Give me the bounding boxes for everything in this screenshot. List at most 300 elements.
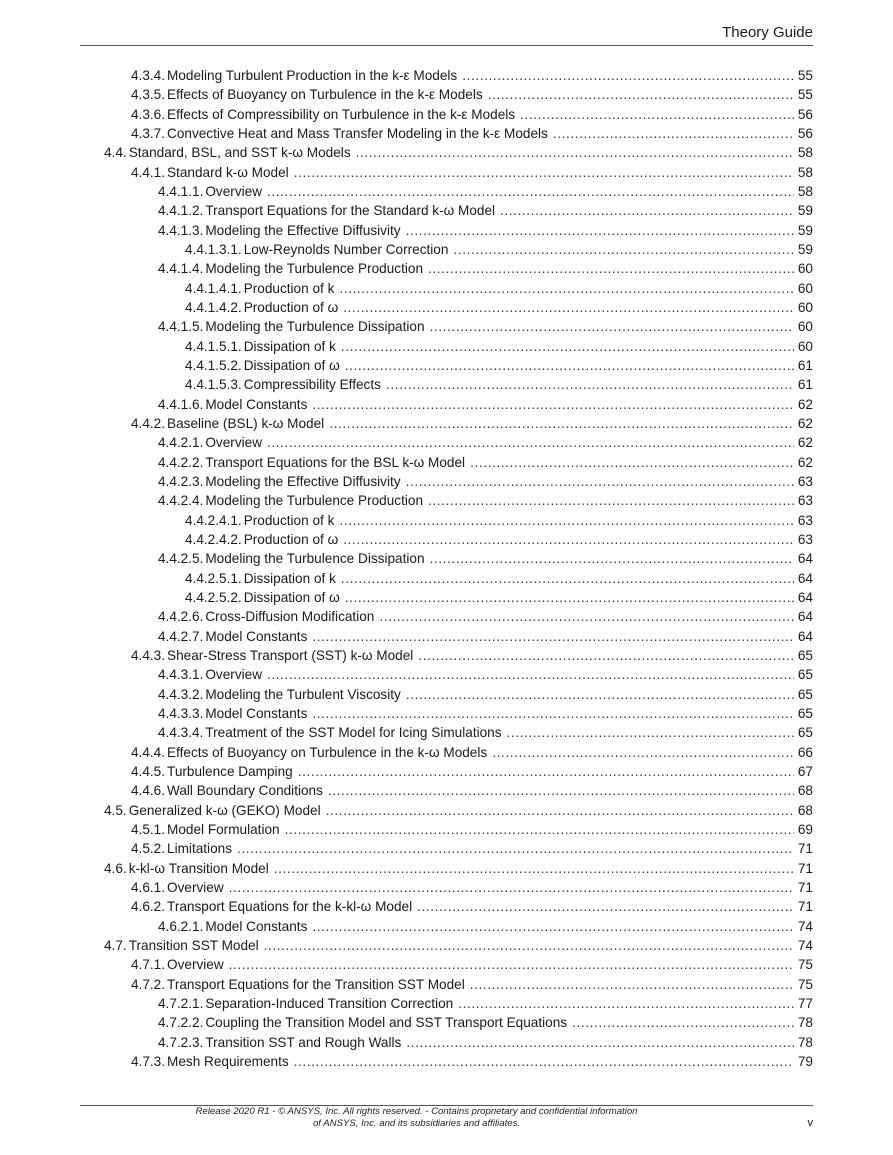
toc-entry-page: 60 <box>797 319 813 335</box>
toc-entry-page: 64 <box>797 551 813 567</box>
toc-entry-number: 4.4.3.2. <box>158 686 204 702</box>
toc-entry-title: Transport Equations for the Standard k-ω Model <box>205 203 496 219</box>
toc-entry-content <box>158 1033 813 1052</box>
toc-entry[interactable] <box>0 472 893 491</box>
toc-entry[interactable] <box>0 221 893 240</box>
toc-dot-leader <box>428 491 794 510</box>
toc-entry-title: k-kl-ω Transition Model <box>128 860 269 876</box>
toc-entry-number: 4.6. <box>104 860 127 876</box>
toc-entry-number: 4.4.1.4. <box>158 261 204 277</box>
toc-entry-title: Overview <box>205 667 263 683</box>
toc-entry-page: 62 <box>797 396 813 412</box>
toc-entry-content <box>158 723 813 742</box>
toc-entry-page: 71 <box>797 860 813 876</box>
toc-entry[interactable] <box>0 975 893 994</box>
toc-entry-title: Transport Equations for the Transition SST Model <box>167 976 465 992</box>
toc-entry-number: 4.4.3.4. <box>158 725 204 741</box>
toc-entry-page: 59 <box>797 241 813 257</box>
toc-dot-leader <box>462 66 794 85</box>
toc-dot-leader <box>312 395 794 414</box>
toc-entry-content <box>104 801 813 820</box>
toc-entry-number: 4.4.3.1. <box>158 667 204 683</box>
toc-entry-number: 4.6.2. <box>131 899 166 915</box>
toc-dot-leader <box>339 511 794 530</box>
toc-entry-title: Modeling the Effective Diffusivity <box>205 473 401 489</box>
toc-entry-content <box>131 66 813 85</box>
toc-dot-leader <box>488 85 794 104</box>
toc-entry-page: 67 <box>797 763 813 779</box>
toc-dot-leader <box>343 298 794 317</box>
toc-entry-title: Effects of Compressibility on Turbulence in the k-ε Models <box>167 106 516 122</box>
toc-dot-leader <box>294 163 794 182</box>
toc-entry-number: 4.4.2.1. <box>158 435 204 451</box>
toc-entry-title: Effects of Buoyancy on Turbulence in the k-ω Models <box>167 744 488 760</box>
toc-entry-number: 4.4.1. <box>131 164 166 180</box>
page-number: v <box>807 1117 813 1129</box>
toc-entry[interactable] <box>0 569 893 588</box>
toc-entry-title: Compressibility Effects <box>243 377 381 393</box>
toc-entry-content <box>185 375 813 394</box>
toc-entry-page: 61 <box>797 357 813 373</box>
toc-entry-page: 77 <box>797 995 813 1011</box>
toc-entry-page: 56 <box>797 125 813 141</box>
toc-entry-page: 60 <box>797 299 813 315</box>
toc-dot-leader <box>453 240 793 259</box>
toc-dot-leader <box>341 337 794 356</box>
toc-entry-number: 4.4.2.5.2. <box>185 589 242 605</box>
toc-entry-page: 71 <box>797 879 813 895</box>
toc-entry-number: 4.4.1.1. <box>158 183 204 199</box>
toc-entry[interactable] <box>0 762 893 781</box>
toc-entry[interactable] <box>0 1033 893 1052</box>
toc-entry-page: 75 <box>797 957 813 973</box>
toc-entry-title: Baseline (BSL) k-ω Model <box>167 415 325 431</box>
toc-entry-page: 63 <box>797 473 813 489</box>
toc-entry-page: 71 <box>797 841 813 857</box>
toc-entry[interactable] <box>0 820 893 839</box>
toc-entry-title: Standard k-ω Model <box>167 164 289 180</box>
toc-entry-title: Shear-Stress Transport (SST) k-ω Model <box>167 647 414 663</box>
toc-entry-page: 69 <box>797 821 813 837</box>
toc-entry-content <box>158 201 813 220</box>
toc-entry-content <box>104 859 813 878</box>
toc-entry-title: Model Formulation <box>167 821 280 837</box>
toc-entry-title: Transition SST Model <box>128 937 259 953</box>
toc-dot-leader <box>406 472 794 491</box>
toc-entry-content <box>158 317 813 336</box>
toc-dot-leader <box>326 801 794 820</box>
toc-entry-page: 59 <box>797 203 813 219</box>
toc-entry-number: 4.4.6. <box>131 783 166 799</box>
toc-entry[interactable] <box>0 627 893 646</box>
toc-entry-content <box>158 259 813 278</box>
toc-entry[interactable] <box>0 839 893 858</box>
toc-dot-leader <box>356 143 794 162</box>
toc-entry-title: Turbulence Damping <box>167 763 293 779</box>
toc-dot-leader <box>285 820 794 839</box>
toc-entry-title: Model Constants <box>205 396 308 412</box>
toc-entry-number: 4.3.5. <box>131 87 166 103</box>
toc-entry-content <box>131 163 813 182</box>
toc-entry-title: Modeling the Turbulence Production <box>205 261 423 277</box>
toc-entry-page: 64 <box>797 628 813 644</box>
toc-entry-number: 4.4.2.4.2. <box>185 531 242 547</box>
toc-entry-page: 62 <box>797 435 813 451</box>
toc-entry-page: 65 <box>797 647 813 663</box>
toc-entry-title: Transition SST and Rough Walls <box>205 1034 402 1050</box>
toc-entry-page: 60 <box>797 280 813 296</box>
toc-entry-content <box>185 588 813 607</box>
toc-entry[interactable] <box>0 433 893 452</box>
toc-entry-number: 4.5. <box>104 802 127 818</box>
toc-entry[interactable] <box>0 66 893 85</box>
toc-entry-content <box>158 665 813 684</box>
toc-entry-number: 4.3.4. <box>131 68 166 83</box>
toc-entry-title: Dissipation of ω <box>243 357 340 373</box>
toc-entry-content <box>104 936 813 955</box>
toc-entry-content <box>131 878 813 897</box>
toc-entry-content <box>131 897 813 916</box>
header-divider <box>80 45 813 46</box>
toc-entry-number: 4.7.2. <box>131 976 166 992</box>
toc-entry-title: Production of ω <box>243 531 339 547</box>
toc-entry-title: Dissipation of k <box>243 570 336 586</box>
toc-entry-content <box>158 433 813 452</box>
toc-entry-title: Cross-Diffusion Modification <box>205 609 375 625</box>
toc-entry-title: Modeling the Turbulence Dissipation <box>205 551 425 567</box>
toc-entry[interactable] <box>0 878 893 897</box>
toc-entry-page: 71 <box>797 899 813 915</box>
toc-entry-content <box>158 395 813 414</box>
toc-dot-leader <box>312 704 794 723</box>
toc-entry-page: 64 <box>797 609 813 625</box>
toc-entry-title: Production of k <box>243 280 335 296</box>
toc-dot-leader <box>406 1033 794 1052</box>
toc-entry-page: 60 <box>797 338 813 354</box>
toc-entry-page: 56 <box>797 106 813 122</box>
toc-entry-content <box>131 1052 813 1071</box>
toc-entry[interactable] <box>0 685 893 704</box>
toc-entry-title: Dissipation of ω <box>243 589 340 605</box>
toc-entry-number: 4.4.5. <box>131 763 166 779</box>
toc-dot-leader <box>379 607 794 626</box>
toc-entry-title: Low-Reynolds Number Correction <box>243 241 449 257</box>
toc-entry-number: 4.4.1.5.3. <box>185 377 242 393</box>
toc-entry-page: 55 <box>797 87 813 103</box>
toc-dot-leader <box>386 375 794 394</box>
toc-entry[interactable] <box>0 124 893 143</box>
toc-entry-number: 4.4.2.5. <box>158 551 204 567</box>
toc-entry-content <box>158 549 813 568</box>
toc-entry[interactable] <box>0 1013 893 1032</box>
toc-entry-title: Overview <box>167 957 224 973</box>
toc-dot-leader <box>430 549 794 568</box>
toc-dot-leader <box>267 433 794 452</box>
toc-entry-content <box>131 105 813 124</box>
toc-entry[interactable] <box>0 201 893 220</box>
toc-entry-number: 4.4.1.5.1. <box>185 338 242 354</box>
toc-entry-page: 62 <box>797 415 813 431</box>
toc-entry-content <box>158 627 813 646</box>
toc-entry[interactable] <box>0 588 893 607</box>
toc-entry-content <box>185 298 813 317</box>
toc-entry-content <box>131 646 813 665</box>
toc-entry[interactable] <box>0 491 893 510</box>
toc-entry-title: Standard, BSL, and SST k-ω Models <box>128 145 351 161</box>
toc-entry-number: 4.7. <box>104 937 127 953</box>
toc-entry-page: 55 <box>797 68 813 83</box>
toc-entry[interactable] <box>0 240 893 259</box>
toc-entry-page: 74 <box>797 937 813 953</box>
toc-entry[interactable] <box>0 143 893 162</box>
toc-entry-number: 4.4.1.3.1. <box>185 241 242 257</box>
toc-entry-title: Modeling the Effective Diffusivity <box>205 222 401 238</box>
toc-entry[interactable] <box>0 530 893 549</box>
toc-dot-leader <box>470 453 794 472</box>
toc-entry-title: Treatment of the SST Model for Icing Simulations <box>205 725 502 741</box>
toc-entry[interactable] <box>0 375 893 394</box>
toc-entry-number: 4.6.2.1. <box>158 918 204 934</box>
toc-entry[interactable] <box>0 781 893 800</box>
toc-entry-content <box>185 511 813 530</box>
toc-entry-number: 4.4.3. <box>131 647 166 663</box>
toc-entry[interactable] <box>0 917 893 936</box>
toc-entry-number: 4.7.2.3. <box>158 1034 204 1050</box>
toc-entry-title: Generalized k-ω (GEKO) Model <box>128 802 321 818</box>
toc-dot-leader <box>345 588 794 607</box>
toc-entry-content <box>185 240 813 259</box>
toc-entry-content <box>158 994 813 1013</box>
toc-entry-number: 4.4.2.4. <box>158 493 204 509</box>
toc-dot-leader <box>229 878 794 897</box>
toc-entry[interactable] <box>0 936 893 955</box>
toc-entry-page: 58 <box>797 145 813 161</box>
toc-entry[interactable] <box>0 607 893 626</box>
toc-entry-page: 75 <box>797 976 813 992</box>
toc-entry[interactable] <box>0 395 893 414</box>
toc-entry-page: 66 <box>797 744 813 760</box>
toc-entry-number: 4.7.3. <box>131 1053 166 1069</box>
toc-entry-title: Overview <box>205 183 263 199</box>
toc-entry-content <box>131 839 813 858</box>
toc-entry-content <box>158 917 813 936</box>
toc-entry-number: 4.4.2.7. <box>158 628 204 644</box>
toc-entry[interactable] <box>0 182 893 201</box>
toc-entry-title: Model Constants <box>205 705 308 721</box>
toc-entry-number: 4.4.1.4.1. <box>185 280 242 296</box>
toc-dot-leader <box>458 994 794 1013</box>
toc-entry-number: 4.4.1.4.2. <box>185 299 242 315</box>
toc-entry-title: Overview <box>205 435 263 451</box>
toc-dot-leader <box>312 627 794 646</box>
toc-entry-content <box>158 182 813 201</box>
toc-entry[interactable] <box>0 85 893 104</box>
toc-entry-title: Model Constants <box>205 918 308 934</box>
toc-entry[interactable] <box>0 356 893 375</box>
toc-dot-leader <box>267 665 794 684</box>
toc-dot-leader <box>237 839 794 858</box>
toc-dot-leader <box>329 414 794 433</box>
toc-dot-leader <box>417 897 794 916</box>
toc-dot-leader <box>572 1013 794 1032</box>
toc-entry-number: 4.4.1.3. <box>158 222 204 238</box>
toc-entry-number: 4.4.2.3. <box>158 473 204 489</box>
toc-entry-title: Mesh Requirements <box>167 1053 289 1069</box>
toc-dot-leader <box>470 975 794 994</box>
toc-entry[interactable] <box>0 259 893 278</box>
toc-entry[interactable] <box>0 646 893 665</box>
toc-entry-content <box>185 279 813 298</box>
toc-entry-page: 64 <box>797 589 813 605</box>
toc-entry-number: 4.7.2.2. <box>158 1015 204 1031</box>
toc-entry-content <box>158 221 813 240</box>
toc-dot-leader <box>229 955 794 974</box>
toc-entry-page: 78 <box>797 1034 813 1050</box>
toc-entry-content <box>131 414 813 433</box>
toc-entry-page: 60 <box>797 261 813 277</box>
toc-entry-content <box>158 472 813 491</box>
toc-dot-leader <box>264 936 794 955</box>
toc-entry-title: Production of ω <box>243 299 339 315</box>
toc-entry-page: 65 <box>797 686 813 702</box>
toc-entry-number: 4.4.2.2. <box>158 454 204 470</box>
toc-entry-title: Modeling Turbulent Production in the k-ε Models <box>167 68 458 83</box>
toc-entry[interactable] <box>0 317 893 336</box>
toc-entry[interactable] <box>0 279 893 298</box>
toc-entry-page: 78 <box>797 1015 813 1031</box>
toc-dot-leader <box>341 569 794 588</box>
toc-dot-leader <box>345 356 794 375</box>
toc-dot-leader <box>267 182 794 201</box>
toc-entry-number: 4.4.2. <box>131 415 166 431</box>
toc-entry[interactable] <box>0 955 893 974</box>
toc-entry-number: 4.4.2.6. <box>158 609 204 625</box>
toc-entry-title: Modeling the Turbulent Viscosity <box>205 686 401 702</box>
toc-dot-leader <box>312 917 794 936</box>
toc-entry-content <box>185 530 813 549</box>
toc-entry[interactable] <box>0 743 893 762</box>
toc-dot-leader <box>507 723 794 742</box>
footer-copyright-line1: Release 2020 R1 - © ANSYS, Inc. All rights reserved. - Contains proprietary and confidential information <box>195 1106 638 1117</box>
toc-entry-page: 58 <box>797 183 813 199</box>
toc-entry-number: 4.3.7. <box>131 125 166 141</box>
toc-entry-content <box>158 685 813 704</box>
toc-entry[interactable] <box>0 105 893 124</box>
toc-entry[interactable] <box>0 414 893 433</box>
toc-entry[interactable] <box>0 897 893 916</box>
toc-entry-number: 4.7.2.1. <box>158 995 204 1011</box>
footer-copyright <box>80 1106 753 1130</box>
toc-entry-page: 63 <box>797 493 813 509</box>
toc-dot-leader <box>520 105 794 124</box>
toc-dot-leader <box>406 685 794 704</box>
toc-entry-number: 4.4.1.5. <box>158 319 204 335</box>
toc-entry[interactable] <box>0 801 893 820</box>
toc-entry-title: Production of k <box>243 512 335 528</box>
toc-dot-leader <box>553 124 794 143</box>
toc-dot-leader <box>328 781 794 800</box>
toc-entry-page: 61 <box>797 377 813 393</box>
toc-entry-title: Modeling the Turbulence Production <box>205 493 423 509</box>
toc-entry-number: 4.5.2. <box>131 841 166 857</box>
toc-entry[interactable] <box>0 549 893 568</box>
toc-entry-title: Modeling the Turbulence Dissipation <box>205 319 425 335</box>
toc-dot-leader <box>274 859 794 878</box>
toc-entry-number: 4.4.1.5.2. <box>185 357 242 373</box>
toc-entry[interactable] <box>0 1052 893 1071</box>
toc-entry-content <box>131 85 813 104</box>
toc-entry[interactable] <box>0 723 893 742</box>
toc-entry-page: 65 <box>797 705 813 721</box>
toc-dot-leader <box>339 279 794 298</box>
toc-entry[interactable] <box>0 337 893 356</box>
toc-entry-title: Wall Boundary Conditions <box>167 783 323 799</box>
toc-entry-page: 63 <box>797 531 813 547</box>
toc-entry-number: 4.7.1. <box>131 957 166 973</box>
toc-dot-leader <box>492 743 794 762</box>
toc-entry-title: Transport Equations for the BSL k-ω Model <box>205 454 466 470</box>
toc-entry-content <box>131 124 813 143</box>
toc-entry-page: 65 <box>797 667 813 683</box>
toc-entry-title: Convective Heat and Mass Transfer Modeling in the k-ε Models <box>167 125 548 141</box>
toc-entry-page: 58 <box>797 164 813 180</box>
toc-entry-content <box>158 704 813 723</box>
toc-entry-content <box>185 569 813 588</box>
toc-entry-content <box>131 781 813 800</box>
toc-dot-leader <box>298 762 794 781</box>
toc-entry-number: 4.3.6. <box>131 106 166 122</box>
toc-entry[interactable] <box>0 511 893 530</box>
toc-entry-number: 4.4.2.5.1. <box>185 570 242 586</box>
toc-entry-number: 4.4.3.3. <box>158 705 204 721</box>
toc-entry-content <box>158 607 813 626</box>
toc-entry-content <box>131 743 813 762</box>
toc-entry-page: 65 <box>797 725 813 741</box>
toc-entry-content <box>131 975 813 994</box>
toc-entry[interactable] <box>0 298 893 317</box>
toc-entry-page: 79 <box>797 1053 813 1069</box>
toc-entry-title: Coupling the Transition Model and SST Transport Equations <box>205 1015 568 1031</box>
page-header-title: Theory Guide <box>722 24 813 41</box>
toc-entry-content <box>158 491 813 510</box>
toc-entry-number: 4.6.1. <box>131 879 166 895</box>
toc-dot-leader <box>343 530 794 549</box>
toc-entry-title: Transport Equations for the k-kl-ω Model <box>167 899 413 915</box>
toc-entry-page: 68 <box>797 802 813 818</box>
toc-entry-title: Model Constants <box>205 628 308 644</box>
toc-entry-content <box>104 143 813 162</box>
toc-entry[interactable] <box>0 704 893 723</box>
toc-dot-leader <box>500 201 794 220</box>
toc-entry-title: Limitations <box>167 841 232 857</box>
toc-entry[interactable] <box>0 665 893 684</box>
toc-entry-title: Overview <box>167 879 224 895</box>
toc-entry[interactable] <box>0 453 893 472</box>
toc-dot-leader <box>406 221 794 240</box>
toc-entry-title: Dissipation of k <box>243 338 336 354</box>
toc-entry-content <box>131 762 813 781</box>
toc-entry-content <box>185 356 813 375</box>
toc-entry[interactable] <box>0 859 893 878</box>
toc-entry-page: 74 <box>797 918 813 934</box>
toc-entry-number: 4.4.4. <box>131 744 166 760</box>
toc-entry-content <box>158 1013 813 1032</box>
toc-entry[interactable] <box>0 163 893 182</box>
toc-entry-title: Separation-Induced Transition Correction <box>205 995 454 1011</box>
footer-copyright-line2: of ANSYS, Inc. and its subsidiaries and affiliates. <box>312 1118 521 1129</box>
toc-entry[interactable] <box>0 994 893 1013</box>
toc-entry-number: 4.4.2.4.1. <box>185 512 242 528</box>
